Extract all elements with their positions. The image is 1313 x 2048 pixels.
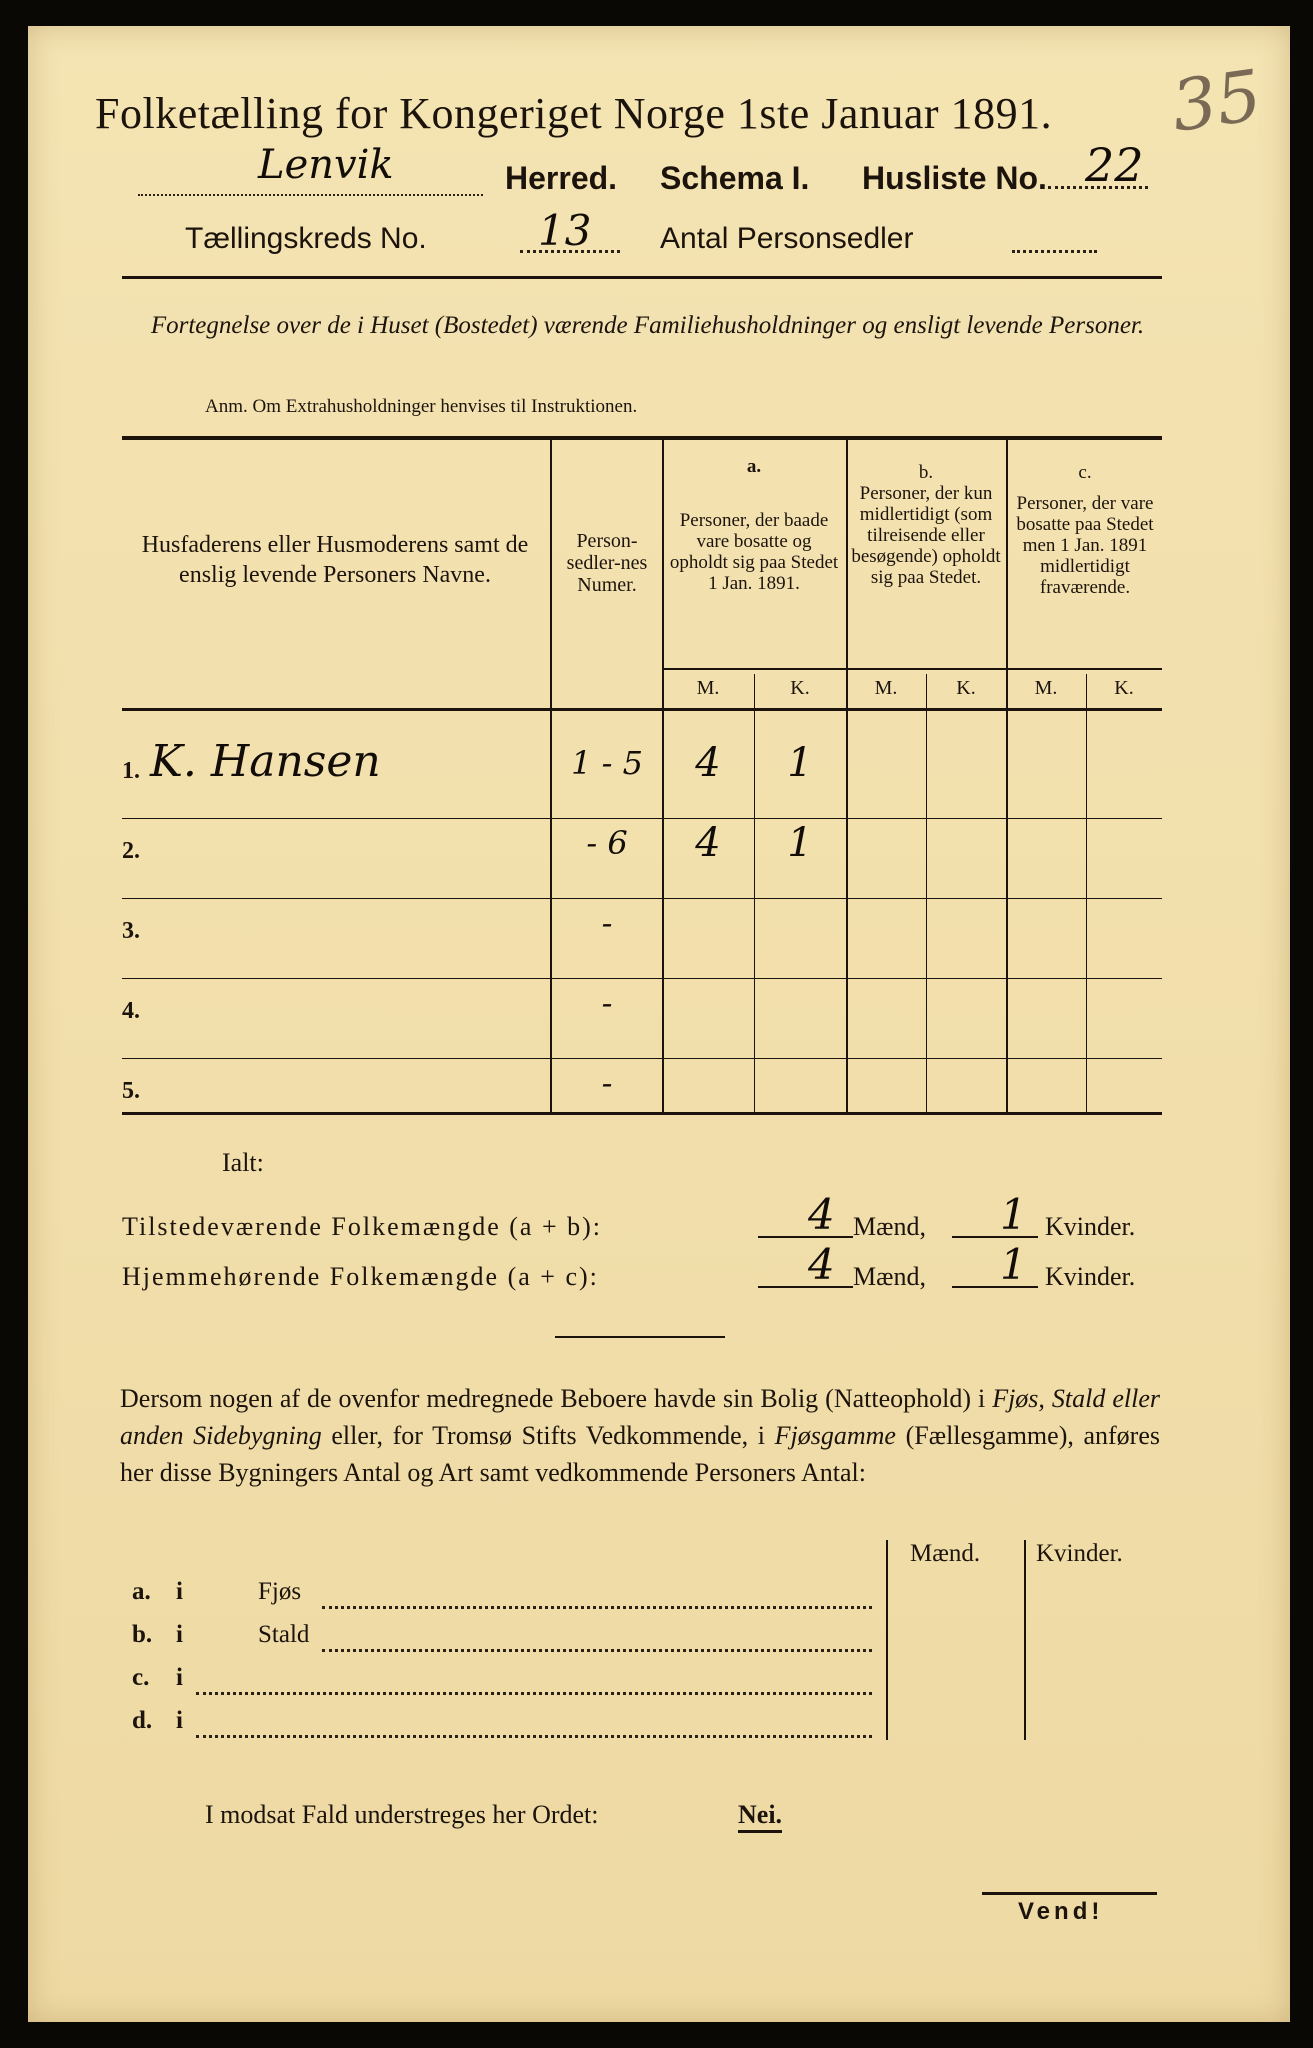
kreds-number: 13 bbox=[538, 206, 592, 255]
row-sedler: - bbox=[601, 904, 613, 942]
vend-label: Vend! bbox=[1018, 1898, 1104, 1925]
mk-divider bbox=[1086, 674, 1087, 1112]
col-head-num: Person-sedler-nes Numer. bbox=[566, 530, 648, 596]
bldg-letter: c. bbox=[132, 1664, 150, 1691]
row-sedler: - 6 bbox=[586, 824, 628, 862]
bldg-letter: d. bbox=[132, 1707, 153, 1734]
bldg-i: i bbox=[176, 1578, 183, 1605]
header-rule bbox=[122, 276, 1162, 279]
bldg-i: i bbox=[176, 1664, 183, 1691]
bldg-i: i bbox=[176, 1621, 183, 1648]
bldg-col-divider bbox=[1024, 1540, 1026, 1740]
row-rule bbox=[122, 818, 552, 819]
row-rule bbox=[122, 898, 552, 899]
bldg-dotline bbox=[196, 1692, 872, 1695]
col-head-b-k: K. bbox=[956, 677, 976, 699]
col-head-c: Personer, der vare bosatte paa Stedet men 1 Jan. 1891 midlertidigt fraværende. bbox=[1016, 493, 1154, 598]
bldg-letter: a. bbox=[132, 1578, 151, 1605]
row-count-a-k: 1 bbox=[787, 740, 813, 786]
bldg-col-divider bbox=[886, 1540, 888, 1740]
row-rule bbox=[552, 898, 1162, 899]
personsedler-label: Antal Personsedler bbox=[660, 222, 914, 255]
hjemme-label: Hjemmehørende Folkemængde (a + c): bbox=[122, 1262, 599, 1291]
col-head-a: Personer, der baade vare bosatte og opholdt sig paa Stedet 1 Jan. 1891. bbox=[669, 510, 839, 594]
paragraph-part: Dersom nogen af de ovenfor medregnede Beboere havde sin Bolig (Natteophold) i bbox=[120, 1384, 993, 1413]
herred-line bbox=[138, 142, 483, 204]
row-rule bbox=[122, 978, 552, 979]
hjemme-kvinder: Kvinder. bbox=[1045, 1262, 1136, 1291]
paragraph-part: (Fællesgamme), anføres her disse Bygningers Antal og Art samt vedkommende Personers Antal: bbox=[120, 1421, 1160, 1487]
col-head-a-k: K. bbox=[790, 677, 810, 699]
col-head-a-m: M. bbox=[696, 677, 720, 699]
row-count-a-m: 4 bbox=[695, 820, 721, 866]
hjemme-k-value: 1 bbox=[1000, 1240, 1027, 1289]
tilstede-label: Tilstedeværende Folkemængde (a + b): bbox=[122, 1212, 602, 1241]
table-bottom-rule bbox=[122, 1112, 1162, 1115]
row-rule bbox=[552, 1058, 1162, 1059]
col-head-b-m: M. bbox=[874, 677, 898, 699]
row-rule bbox=[552, 818, 1162, 819]
bldg-i: i bbox=[176, 1707, 183, 1734]
hjemme-m-line bbox=[758, 1286, 853, 1288]
anm-note: Anm. Om Extrahusholdninger henvises til Instruktionen. bbox=[205, 396, 638, 417]
tilstede-m-line bbox=[758, 1236, 853, 1238]
paragraph-emphasis: Fjøsgamme bbox=[774, 1421, 896, 1450]
col-head-c-letter: c. bbox=[1078, 462, 1092, 483]
form-title: Folketælling for Kongeriget Norge 1ste Januar 1891. bbox=[95, 89, 1053, 138]
row-count-a-m: 4 bbox=[695, 740, 721, 786]
row-rule bbox=[552, 978, 1162, 979]
herred-name: Lenvik bbox=[258, 142, 394, 188]
tilstede-kvinder: Kvinder. bbox=[1045, 1212, 1136, 1241]
section-divider bbox=[555, 1336, 725, 1338]
hjemme-m-value: 4 bbox=[808, 1240, 835, 1289]
bldg-maend-head: Mænd. bbox=[910, 1540, 981, 1567]
bldg-label: Fjøs bbox=[258, 1578, 302, 1605]
col-head-c-k: K. bbox=[1114, 677, 1134, 699]
row-rule bbox=[122, 1058, 552, 1059]
tilstede-maend: Mænd, bbox=[853, 1212, 926, 1241]
bldg-label: Stald bbox=[258, 1621, 310, 1648]
row-sedler: - bbox=[601, 1064, 613, 1102]
ialt-label: Ialt: bbox=[222, 1148, 264, 1177]
paragraph-emphasis: Fjøs, Stald eller anden Sidebygning bbox=[120, 1384, 1160, 1450]
building-paragraph bbox=[120, 1380, 1160, 1491]
mk-rule bbox=[662, 668, 1162, 670]
bldg-dotline bbox=[196, 1735, 872, 1738]
row-number: 2. bbox=[122, 838, 140, 864]
vend-rule bbox=[982, 1892, 1157, 1895]
husliste-number: 22 bbox=[1085, 138, 1144, 192]
paragraph-part: eller, for Tromsø Stifts Vedkommende, i bbox=[321, 1421, 775, 1450]
col-head-name: Husfaderens eller Husmoderens samt de enslig levende Personers Navne. bbox=[141, 532, 529, 588]
col-head-c-m: M. bbox=[1034, 677, 1058, 699]
row-number: 4. bbox=[122, 998, 140, 1024]
row-count-a-k: 1 bbox=[787, 820, 813, 866]
row-sedler: 1 - 5 bbox=[571, 744, 643, 782]
bldg-dotline bbox=[322, 1606, 872, 1609]
intro-heading: Fortegnelse over de i Huset (Bostedet) værende Familiehusholdninger og ensligt levende Personer. bbox=[150, 312, 1145, 339]
nei-word: Nei. bbox=[738, 1800, 782, 1833]
row-number: 5. bbox=[122, 1078, 140, 1104]
tilstede-k-value: 1 bbox=[1000, 1190, 1027, 1239]
col-divider bbox=[846, 440, 848, 1112]
mk-divider bbox=[926, 674, 927, 1112]
bldg-letter: b. bbox=[132, 1621, 153, 1648]
modsat-label: I modsat Fald understreges her Ordet: bbox=[205, 1800, 599, 1829]
col-head-b-letter: b. bbox=[918, 462, 934, 483]
bldg-kvinder-head: Kvinder. bbox=[1036, 1540, 1123, 1567]
personsedler-dots bbox=[1012, 250, 1097, 253]
row-number: 1. bbox=[122, 758, 140, 784]
kreds-label: Tællingskreds No. bbox=[185, 222, 427, 255]
row-name: K. Hansen bbox=[150, 736, 381, 787]
margin-number: 35 bbox=[1166, 54, 1267, 148]
row-number: 3. bbox=[122, 918, 140, 944]
bldg-dotline bbox=[322, 1649, 872, 1652]
row-sedler: - bbox=[601, 984, 613, 1022]
col-divider bbox=[1006, 440, 1008, 1112]
hjemme-maend: Mænd, bbox=[853, 1262, 926, 1291]
schema-label: Schema I. bbox=[660, 160, 810, 196]
col-head-b: Personer, der kun midlertidigt (som tilreisende eller besøgende) opholdt sig paa Stedet. bbox=[851, 483, 1001, 588]
col-head-a-letter: a. bbox=[746, 456, 762, 477]
tilstede-m-value: 4 bbox=[808, 1190, 835, 1239]
husliste-label: Husliste No. bbox=[862, 160, 1047, 196]
col-divider bbox=[550, 440, 552, 1112]
herred-label: Herred. bbox=[505, 160, 618, 196]
